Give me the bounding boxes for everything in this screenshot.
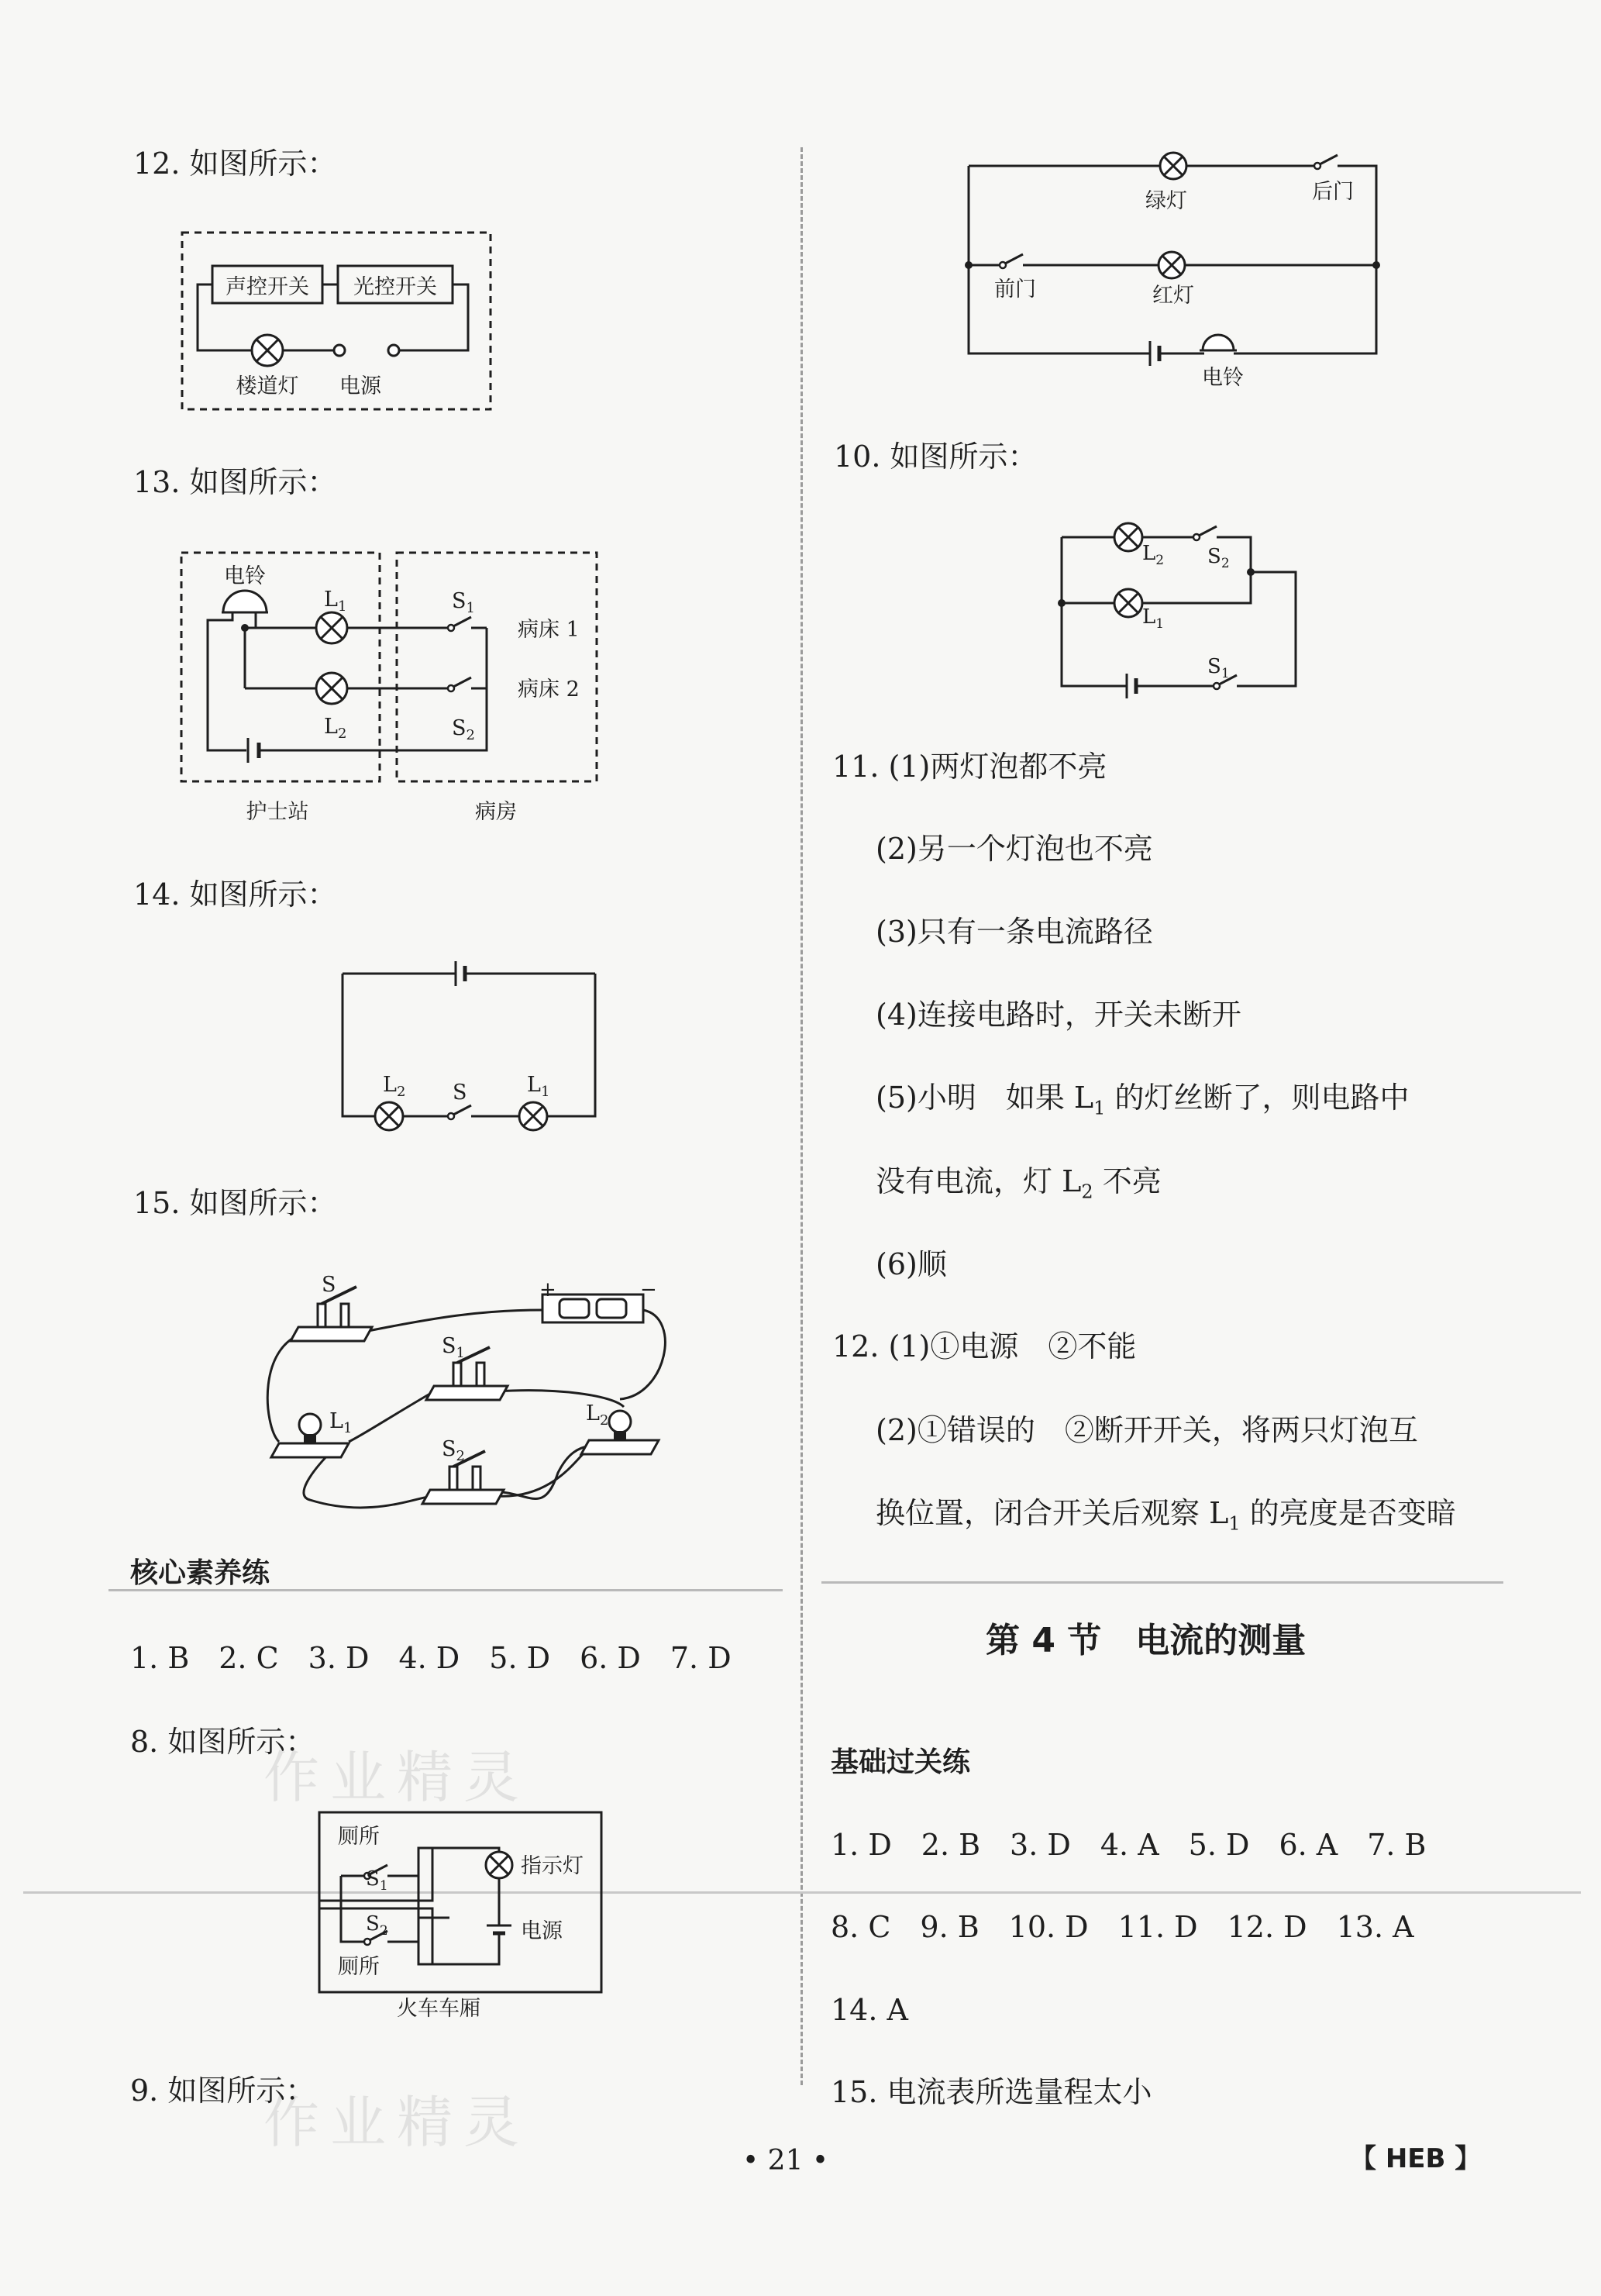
svg-text:电源: 电源 xyxy=(521,1919,563,1943)
q13-label: 13. 如图所示： xyxy=(133,465,337,499)
svg-text:L2: $L_2$ xyxy=(1142,542,1165,568)
svg-text:前门: 前门 xyxy=(994,278,1036,302)
svg-text:护士站: 护士站 xyxy=(246,800,309,824)
q12-lamp-label: 楼道灯 xyxy=(236,374,299,398)
watermark-2: 作业精灵 xyxy=(263,2090,531,2155)
svg-text:电铃: 电铃 xyxy=(1202,366,1244,390)
q15-label: 15. 如图所示： xyxy=(133,1186,337,1220)
svg-text:L1: $L_1$ xyxy=(324,588,347,615)
edition-badge: 【 HEB 】 xyxy=(1350,2143,1482,2174)
svg-text:绿灯: 绿灯 xyxy=(1145,189,1187,213)
svg-text:S: S xyxy=(453,1081,467,1105)
basic-answers-1: 1. D 2. B 3. D 4. A 5. D 6. A 7. B xyxy=(831,1828,1427,1862)
svg-text:L1: $L_1$ xyxy=(329,1409,353,1436)
svg-text:L2: $L_2$ xyxy=(324,715,347,742)
q10-label: 10. 如图所示： xyxy=(834,440,1038,474)
svg-text:S1: $S_1$ xyxy=(452,589,475,616)
svg-text:S1: $S_1$ xyxy=(1207,655,1230,681)
svg-text:−: − xyxy=(640,1278,657,1301)
svg-text:火车车厢: 火车车厢 xyxy=(397,1997,480,2021)
svg-text:病床 2: 病床 2 xyxy=(518,677,580,702)
page-number: • 21 • xyxy=(742,2145,829,2177)
svg-text:指示灯: 指示灯 xyxy=(521,1854,584,1878)
q14-label: 14. 如图所示： xyxy=(133,877,337,912)
svg-text:红灯: 红灯 xyxy=(1152,284,1194,308)
svg-text:S2: $S_2$ xyxy=(366,1912,388,1939)
watermark-1: 作业精灵 xyxy=(263,1745,531,1810)
q11-line-5: (5)小明 如果 $L_1$ 的灯丝断了，则电路中 xyxy=(876,1081,1410,1119)
svg-text:病床 1: 病床 1 xyxy=(518,618,580,642)
basic-answers-2: 8. C 9. B 10. D 11. D 12. D 13. A xyxy=(831,1910,1414,1944)
svg-text:S1: $S_1$ xyxy=(366,1867,388,1894)
q11-line-4: (4)连接电路时，开关未断开 xyxy=(876,998,1241,1032)
q9-label: 9. 如图所示： xyxy=(130,2074,315,2108)
core-answers-1: 1. B 2. C 3. D 4. D 5. D 6. D 7. D xyxy=(130,1641,732,1675)
svg-text:厕所: 厕所 xyxy=(338,1825,380,1849)
svg-text:S1: $S_1$ xyxy=(442,1334,465,1361)
svg-text:L1: $L_1$ xyxy=(1142,605,1165,632)
q11-line-7: (6)顺 xyxy=(876,1247,947,1281)
basic-answers-3: 14. A xyxy=(831,1993,908,2027)
svg-text:+: + xyxy=(539,1278,556,1301)
svg-text:S2: $S_2$ xyxy=(452,716,475,743)
svg-text:厕所: 厕所 xyxy=(338,1955,380,1979)
q12-ans-3: 换位置，闭合开关后观察 $L_1$ 的亮度是否变暗 xyxy=(876,1496,1456,1535)
basic-answers-4: 15. 电流表所选量程太小 xyxy=(831,2075,1152,2109)
q12-label: 12. 如图所示： xyxy=(133,147,337,181)
q11-line-1: 11. (1)两灯泡都不亮 xyxy=(832,750,1107,784)
q12-light-switch-label: 光控开关 xyxy=(353,275,437,299)
q12-sound-switch-label: 声控开关 xyxy=(226,275,309,299)
svg-text:病房: 病房 xyxy=(475,800,517,824)
section-title: 第 4 节 电流的测量 xyxy=(986,1621,1307,1660)
svg-text:L2: $L_2$ xyxy=(383,1073,406,1100)
svg-text:S2: $S_2$ xyxy=(1207,545,1230,571)
svg-text:L2: $L_2$ xyxy=(586,1401,609,1429)
q12-ans-2: (2)①错误的 ②断开开关，将两只灯泡互 xyxy=(876,1413,1418,1447)
q12-power-label: 电源 xyxy=(339,374,381,398)
core-heading: 核心素养练 xyxy=(130,1557,270,1589)
svg-text:L1: $L_1$ xyxy=(527,1073,550,1100)
svg-text:电铃: 电铃 xyxy=(224,564,266,588)
q11-line-6: 没有电流，灯 $L_2$ 不亮 xyxy=(876,1164,1162,1203)
svg-text:S2: $S_2$ xyxy=(442,1437,465,1464)
q11-line-3: (3)只有一条电流路径 xyxy=(876,915,1153,949)
svg-text:后门: 后门 xyxy=(1312,180,1354,204)
svg-text:S: S xyxy=(322,1273,336,1297)
q8-label: 8. 如图所示： xyxy=(130,1725,315,1759)
q12-ans-1: 12. (1)①电源 ②不能 xyxy=(832,1329,1137,1363)
q11-line-2: (2)另一个灯泡也不亮 xyxy=(876,832,1153,866)
basic-heading: 基础过关练 xyxy=(831,1746,971,1778)
